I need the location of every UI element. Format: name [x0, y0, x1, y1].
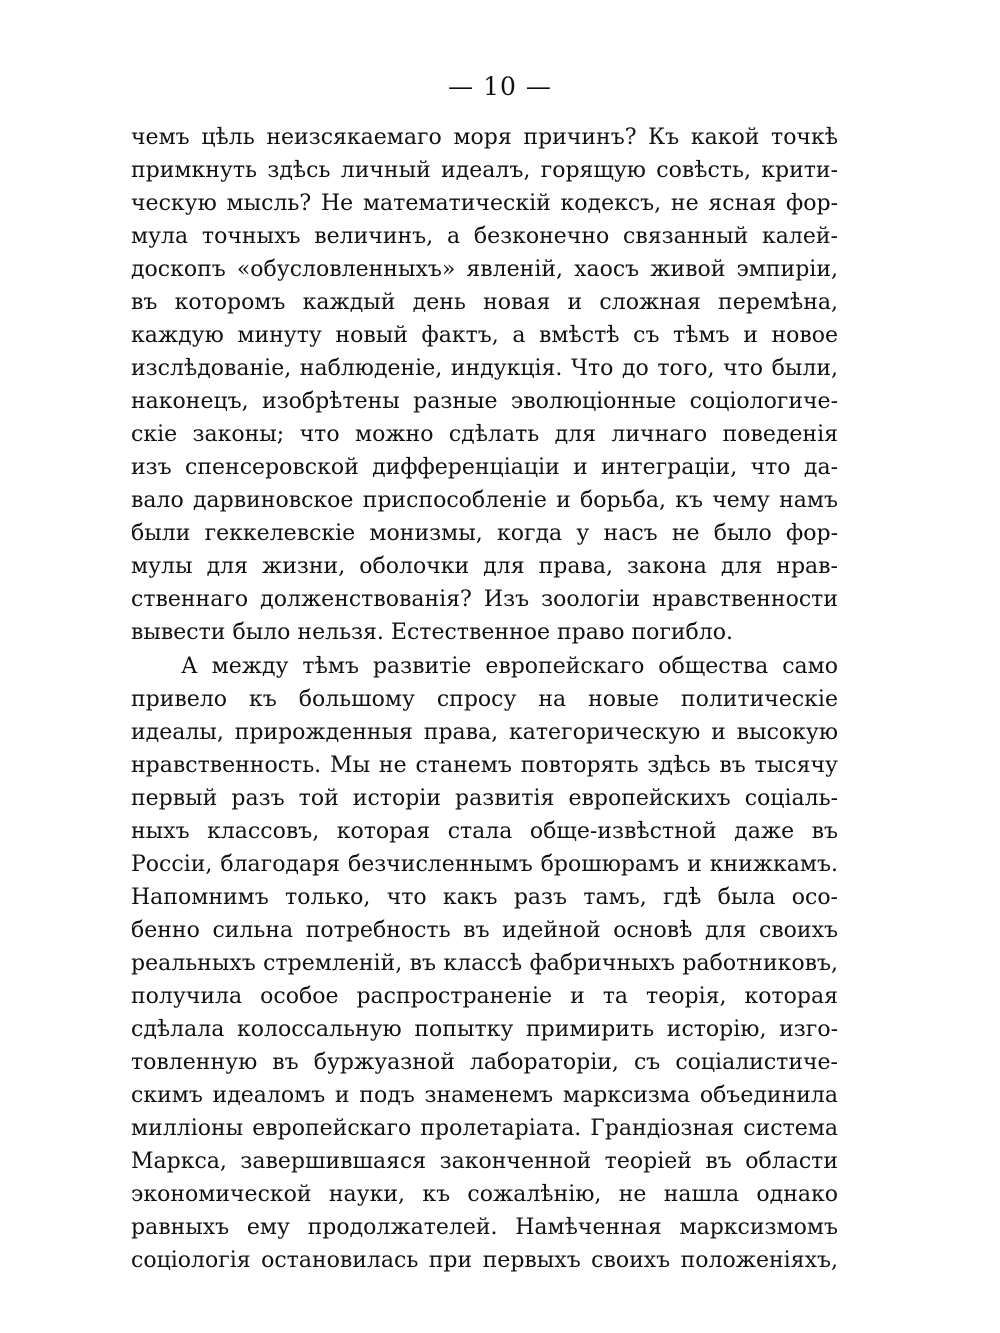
- text-line: получила особое распространеніе и та теорія, которая: [131, 984, 838, 1009]
- text-line: соціологія остановилась при первыхъ своихъ положеніяхъ,: [131, 1248, 838, 1273]
- text-line: наконецъ, изобрѣтены разные эволюціонные соціологиче-: [131, 389, 838, 414]
- text-line: экономической науки, къ сожалѣнію, не нашла однако: [131, 1182, 838, 1207]
- text-line: чемъ цѣль неизсякаемаго моря причинъ? Къ какой точкѣ: [131, 125, 838, 150]
- text-line: сдѣлала колоссальную попытку примирить исторію, изго-: [131, 1017, 838, 1042]
- text-line: А между тѣмъ развитіе европейскаго общества само: [181, 654, 838, 679]
- text-line: милліоны европейскаго пролетаріата. Грандіозная система: [131, 1116, 838, 1141]
- text-line: бенно сильна потребность въ идейной основѣ для своихъ: [131, 918, 838, 943]
- text-line: равныхъ ему продолжателей. Намѣченная марксизмомъ: [131, 1215, 838, 1240]
- text-line: скіе законы; что можно сдѣлать для личнаго поведенія: [131, 422, 838, 447]
- text-line: нравственность. Мы не станемъ повторять здѣсь въ тысячу: [131, 753, 838, 778]
- text-line: изъ спенсеровской дифференціаціи и интеграціи, что да-: [131, 455, 838, 480]
- text-line: вало дарвиновское приспособленіе и борьба, къ чему намъ: [131, 488, 838, 513]
- text-line: каждую минуту новый фактъ, а вмѣстѣ съ тѣмъ и новое: [131, 323, 838, 348]
- text-line: мула точныхъ величинъ, а безконечно связанный калей-: [131, 224, 838, 249]
- text-line: товленную въ буржуазной лабораторіи, съ соціалистиче-: [131, 1050, 838, 1075]
- text-line: привело къ большому спросу на новые политическіе: [131, 687, 838, 712]
- text-line: Напомнимъ только, что какъ разъ тамъ, гдѣ была осо-: [131, 885, 838, 910]
- text-line: скимъ идеаломъ и подъ знаменемъ марксизма объединила: [131, 1083, 838, 1108]
- text-line: въ которомъ каждый день новая и сложная перемѣна,: [131, 290, 838, 315]
- text-line: были геккелевскіе монизмы, когда у насъ не было фор-: [131, 521, 838, 546]
- text-line: мулы для жизни, оболочки для права, закона для нрав-: [131, 554, 838, 579]
- text-line: Маркса, завершившаяся законченной теоріей въ области: [131, 1149, 838, 1174]
- text-line: доскопъ «обусловленныхъ» явленій, хаосъ живой эмпиріи,: [131, 257, 838, 282]
- text-line: примкнуть здѣсь личный идеалъ, горящую совѣсть, крити-: [131, 158, 838, 183]
- text-line: идеалы, прирожденныя права, категорическую и высокую: [131, 720, 838, 745]
- text-line: ныхъ классовъ, которая стала обще-извѣстной даже въ: [131, 819, 838, 844]
- page-number: — 10 —: [448, 72, 552, 101]
- text-line: первый разъ той исторіи развитія европейскихъ соціаль-: [131, 786, 838, 811]
- text-line: Россіи, благодаря безчисленнымъ брошюрамъ и книжкамъ.: [131, 852, 838, 877]
- text-line: реальныхъ стремленій, въ классѣ фабричныхъ работниковъ,: [131, 951, 838, 976]
- text-line: вывести было нельзя. Естественное право погибло.: [131, 620, 734, 645]
- text-line: ственнаго долженствованія? Изъ зоологіи нравственности: [131, 587, 838, 612]
- text-line: изслѣдованіе, наблюденіе, индукція. Что до того, что были,: [131, 356, 838, 381]
- text-line: ческую мысль? Не математическій кодексъ, не ясная фор-: [131, 191, 838, 216]
